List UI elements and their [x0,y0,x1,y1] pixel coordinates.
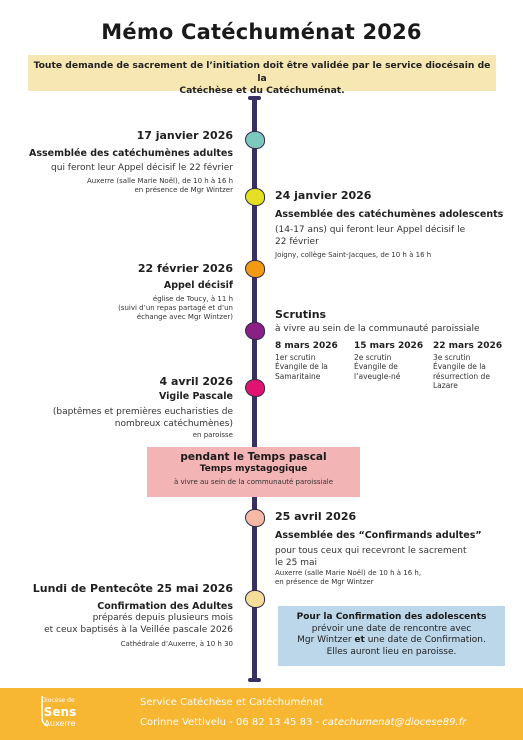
event-title: Vigile Pascale [158,391,233,402]
event-title: Assemblée des catéchumènes adultes [28,148,233,159]
notice-line-2: Catéchèse et du Catéchuménat. [179,85,345,96]
scrutin-2 [354,341,432,381]
blue-box-line-1: prévoir une date de rencontre avec [311,623,472,634]
event-text-2: le 25 mai [275,557,317,568]
event-location: Cathédrale d’Auxerre, à 10 h 30 [120,640,233,648]
event-text-2: 22 février [275,236,319,247]
event-location: en paroisse [192,431,233,439]
validation-notice [28,55,496,96]
scrutin-gospel: Évangile de la [275,362,328,371]
timeline-marker-jan24 [245,188,265,206]
logo-line-1: Diocèse de [41,697,75,704]
diocese-logo-icon [36,692,80,736]
event-title: Scrutins [275,308,327,321]
event-note: en présence de Mgr Wintzer [275,578,374,586]
event-note-2: échange avec Mgr Wintzer) [136,313,233,321]
temps-pascal-box [147,447,360,497]
scrutin-number: 2e scrutin [354,352,392,362]
event-date: 25 avril 2026 [275,510,357,523]
event-date: 22 février 2026 [137,262,233,275]
timeline-bottom-cap [248,678,261,682]
event-note: en présence de Mgr Wintzer [134,185,233,194]
event-date: 4 avril 2026 [159,375,233,388]
event-may25 [0,582,233,649]
event-note: (suivi d’un repas partagé et d’un [118,304,233,312]
blue-box-line-2b: et [354,635,365,645]
event-location: Joigny, collège Saint-Jacques, de 10 h à 16 h [275,251,432,259]
scrutin-date: 22 mars 2026 [433,341,503,351]
blue-box-line-2a: Mgr Wintzer [297,635,355,645]
event-location: Auxerre (salle Marie Noël) de 10 h à 16 h, [275,569,422,577]
footer-contact-name: Corinne Vettivelu - 06 82 13 45 83 - [140,717,323,728]
scrutin-number: 1er scrutin [275,352,316,362]
scrutin-gospel-2: résurrection de [433,371,490,381]
scrutin-gospel-2: l’aveugle-né [354,371,401,381]
blue-box-line-3: Elles auront lieu en paroisse. [326,646,457,657]
blue-box-title: Pour la Confirmation des adolescents [296,612,487,622]
event-title: Appel décisif [163,280,233,291]
event-apr4 [0,375,233,440]
page-title: Mémo Catéchuménat 2026 [101,20,422,44]
scrutin-date: 8 mars 2026 [275,341,338,351]
diocese-logo [36,692,80,736]
footer-contact [140,717,466,728]
scrutin-date: 15 mars 2026 [354,341,424,351]
timeline-marker-may25 [245,590,265,608]
blue-box-line-2c: une date de Confirmation. [364,635,486,645]
scrutin-1 [275,341,353,381]
event-text: qui feront leur Appel décisif le 22 février [51,163,233,173]
confirmation-adolescents-box [278,606,505,666]
temps-pascal-subtitle: Temps mystagogique [199,464,308,474]
timeline-top-cap [248,96,261,100]
event-title: Confirmation des Adultes [97,601,233,612]
event-text-2: nombreux catéchumènes) [114,418,233,429]
footer-contact-email[interactable]: catechumenat@diocese89.fr [322,717,467,728]
event-text: préparés depuis plusieurs mois [92,613,233,623]
logo-line-3: Auxerre [44,719,76,728]
scrutin-gospel: Évangile de la [433,362,486,371]
event-text: (14-17 ans) qui feront leur Appel décisif le [275,225,466,235]
timeline-marker-apr4 [245,379,265,397]
notice-line-1: Toute demande de sacrement de l’initiation doit être validée par le service diocésain de la [33,60,491,84]
event-location: Auxerre (salle Marie Noël), de 10 h à 16 h [86,176,233,185]
event-date: Lundi de Pentecôte 25 mai 2026 [32,582,233,595]
event-apr25 [275,510,515,587]
timeline-marker-feb22 [245,260,265,278]
event-text-2: et ceux baptisés à la Veillée pascale 2026 [44,624,233,635]
event-scrutins [275,308,515,336]
event-text: à vivre au sein de la communauté paroissiale [275,324,480,334]
event-text: pour tous ceux qui recevront le sacrement [275,546,467,556]
event-date: 17 janvier 2026 [136,129,233,142]
event-feb22 [0,262,233,322]
event-jan17 [137,129,233,142]
logo-line-2: Sens [43,705,77,719]
temps-pascal-note: à vivre au sein de la communauté paroissiale [173,478,334,486]
scrutin-number: 3e scrutin [433,352,471,362]
timeline-marker-jan17 [245,131,265,149]
event-date: 24 janvier 2026 [275,189,372,202]
event-jan24 [275,189,515,260]
scrutin-gospel-2: Samaritaine [275,371,321,381]
footer-service: Service Catéchèse et Catéchuménat [140,697,323,708]
event-jan17-details [0,148,233,195]
blue-box-line-2 [278,635,505,647]
timeline-marker-scrutins [245,322,265,340]
scrutin-gospel-3: Lazare [433,381,458,390]
event-title: Assemblée des “Confirmands adultes” [275,530,482,541]
event-text: (baptêmes et premières eucharisties de [52,407,233,417]
event-title: Assemblée des catéchumènes adolescents [275,209,504,220]
temps-pascal-title: pendant le Temps pascal [180,451,327,463]
scrutin-gospel: Évangile de [354,362,398,371]
timeline-marker-apr25 [245,509,265,527]
scrutin-3 [433,341,513,391]
event-location: église de Toucy, à 11 h [152,295,233,303]
